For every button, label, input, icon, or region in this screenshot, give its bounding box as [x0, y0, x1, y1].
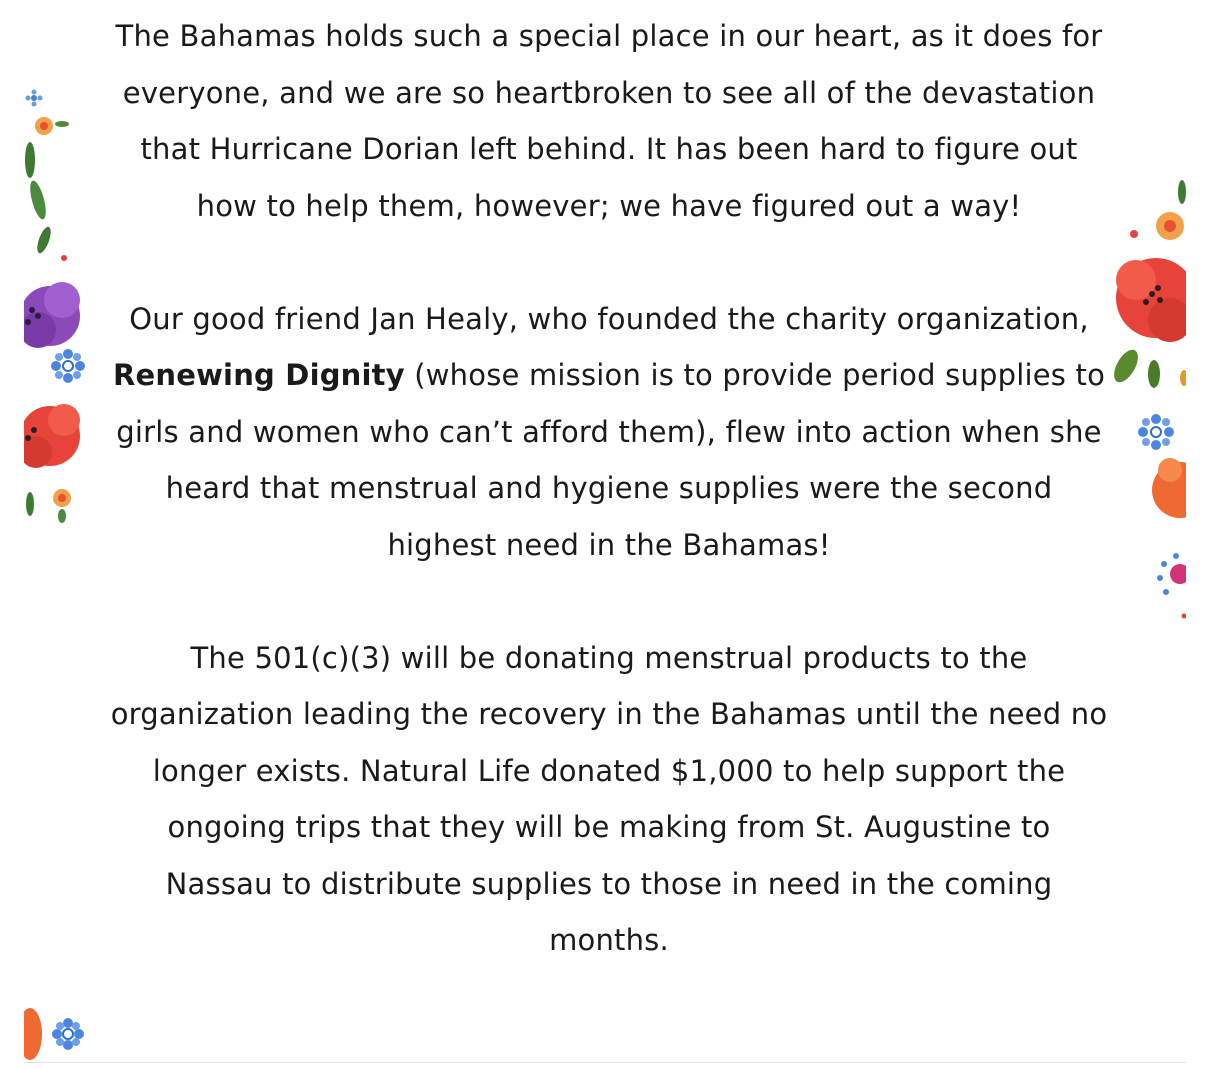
paragraph-text: The 501(c)(3) will be donating menstrual products to the organization leading the recovery in the Bahamas until the need no longer exists. Natural Life donated $1,000 to help support the ongoing trips that they will be making from St. Augustine to Nassau to distribute supplies to those in need in the coming months.	[110, 640, 1108, 957]
paragraph-text-after: (whose mission is to provide period supplies to girls and women who can’t afford them), flew into action when she heard that menstrual and hygiene supplies were the second highest need in the Bahamas!	[116, 358, 1106, 562]
watercolor-flowers-icon	[24, 0, 104, 1068]
article-body	[110, 8, 1108, 969]
left-floral-border	[24, 0, 104, 1068]
paragraph-text-before: Our good friend Jan Healy, who founded the charity organization,	[129, 301, 1089, 336]
watercolor-flowers-icon	[1100, 0, 1186, 1068]
bottom-divider	[24, 1062, 1186, 1063]
right-floral-border	[1100, 0, 1186, 1068]
paragraph-text: The Bahamas holds such a special place in our heart, as it does for everyone, and we are so heartbroken to see all of the devastation that Hurricane Dorian left behind. It has been hard to figure out how to help them, however; we have figured out a way!	[115, 19, 1103, 223]
paragraph-bahamas-intro	[110, 8, 1108, 234]
organization-name: Renewing Dignity	[112, 358, 405, 392]
paragraph-renewing-dignity	[110, 291, 1108, 574]
paragraph-donation	[110, 630, 1108, 969]
